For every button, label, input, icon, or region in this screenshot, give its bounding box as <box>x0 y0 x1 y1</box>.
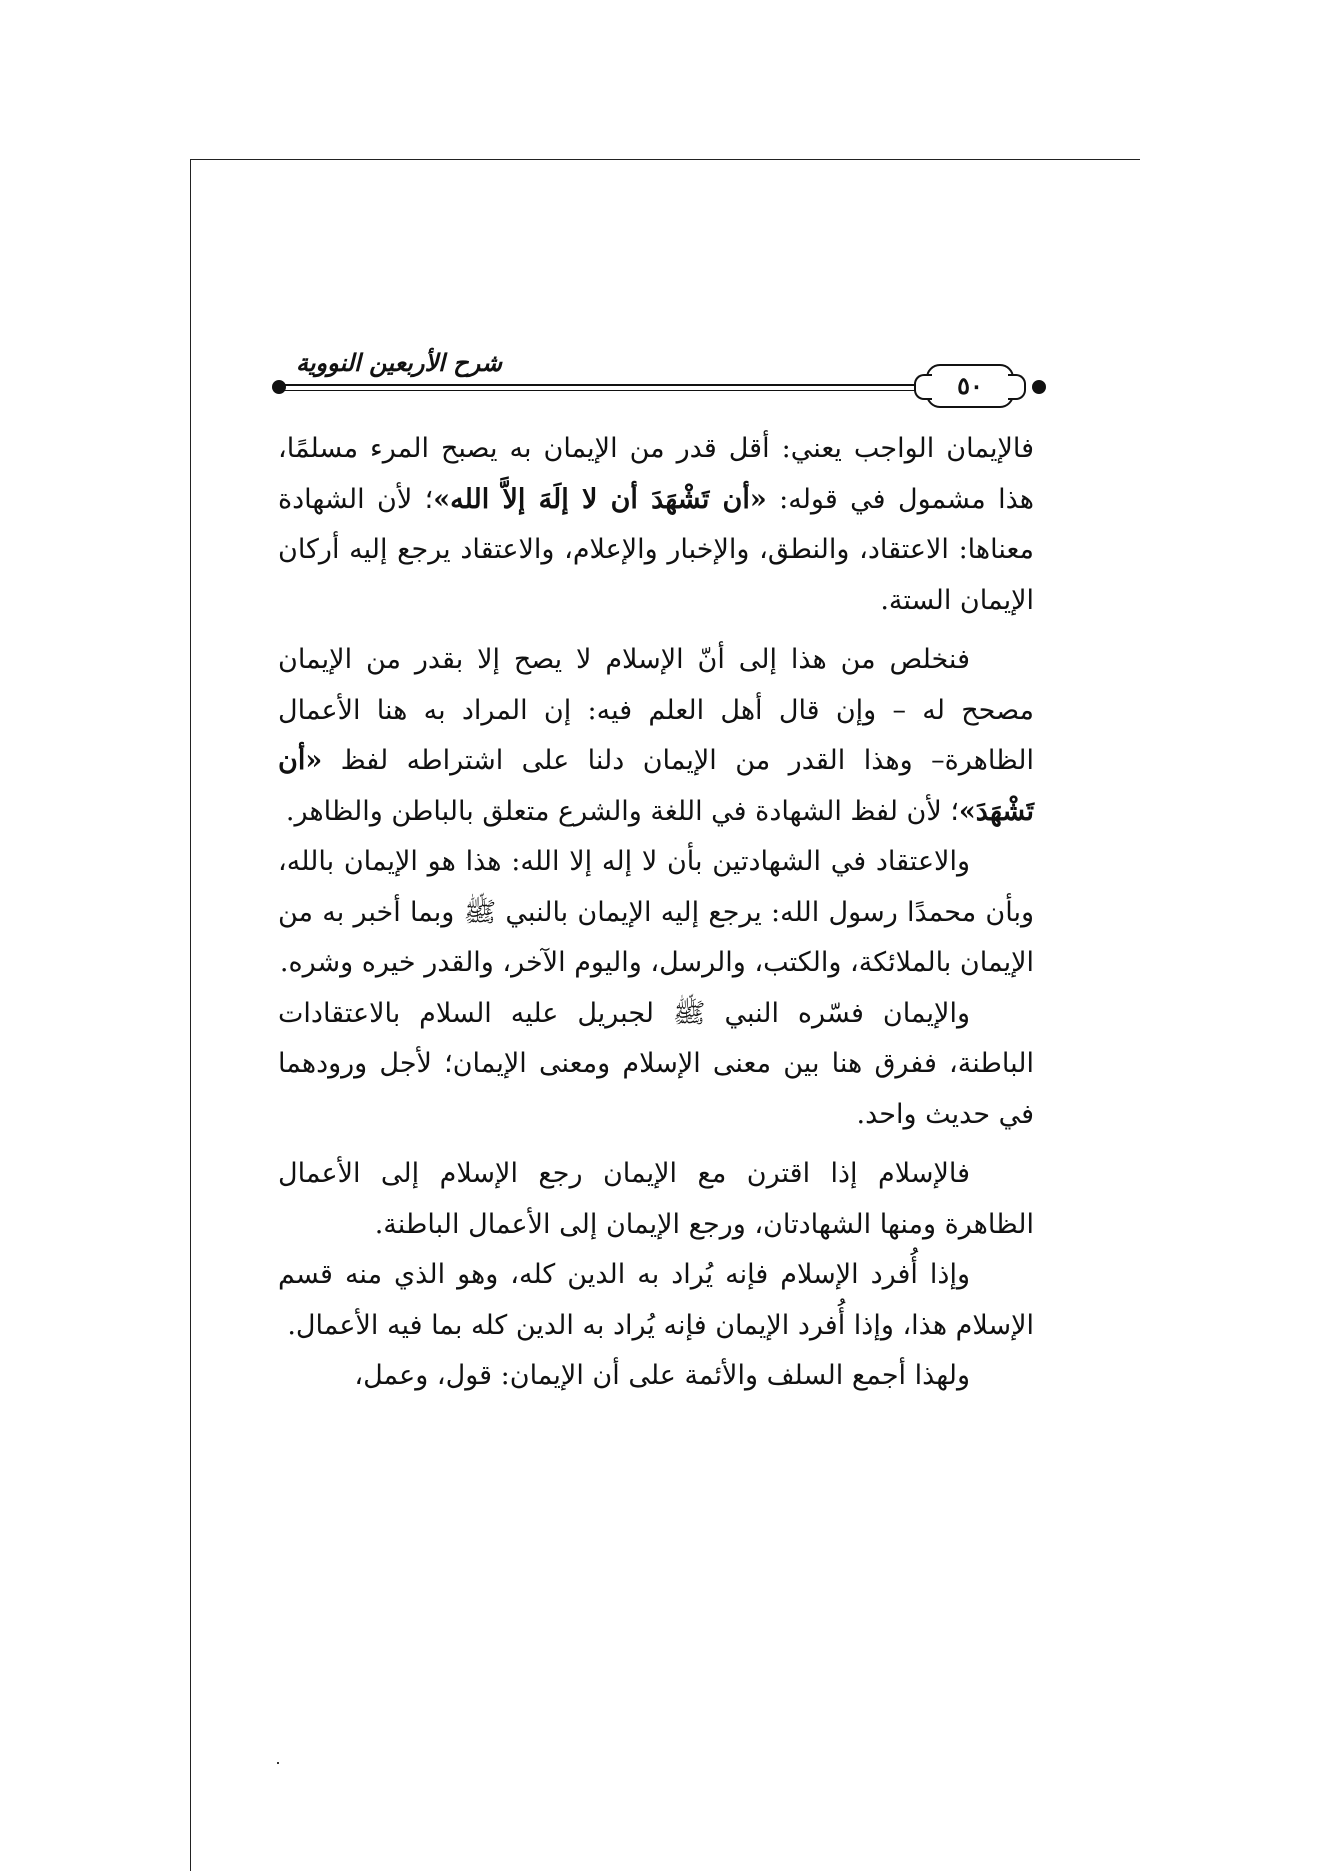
header-ornament-dot-left <box>272 380 286 394</box>
paragraph <box>278 635 1034 837</box>
paragraph <box>278 1149 1034 1250</box>
paragraph-text: فالإيمان الواجب يعني: أقل قدر من الإيمان به يصبح المرء مسلمًا، هذا مشمول في قوله: <box>278 433 1034 515</box>
hadith-quote: «أن تَشْهَدَ أن لا إلَهَ إلاَّ الله» <box>433 483 767 515</box>
crop-mark-top <box>190 159 1140 160</box>
paragraph <box>278 837 1034 989</box>
stray-mark <box>277 1762 279 1764</box>
paragraph-text: والاعتقاد في الشهادتين بأن لا إله إلا الله: هذا هو الإيمان بالله، وبأن محمدًا رسول الله: يرجع إليه الإيمان بالنبي ﷺ وبما أخبر به من الإيمان بالملائكة، والكتب، والرسل، واليوم الآخر، والقدر خيره وشره. <box>278 846 1034 978</box>
paragraph-text: والإيمان فسّره النبي ﷺ لجبريل عليه السلام بالاعتقادات الباطنة، ففرق هنا بين معنى الإسلام ومعنى الإيمان؛ لأجل ورودهما في حديث واحد. <box>278 997 1034 1130</box>
running-header-title: شرح الأربعين النووية <box>295 348 502 377</box>
header-rule <box>284 384 1022 386</box>
paragraph-text: ؛ لأن الشهادة معناها: الاعتقاد، والنطق، والإخبار والإعلام، والاعتقاد يرجع إليه أركان الإيمان الستة. <box>278 483 1034 616</box>
header-rule-thin <box>284 390 1022 391</box>
header-ornament-dot-right <box>1032 380 1046 394</box>
paragraph-text: ولهذا أجمع السلف والأئمة على أن الإيمان: قول، وعمل، <box>354 1360 970 1391</box>
page-number-cartouche: ٥٠ <box>926 364 1014 408</box>
paragraph <box>278 424 1034 626</box>
paragraph-text: وإذا أُفرد الإسلام فإنه يُراد به الدين كله، وهو الذي منه قسم الإسلام هذا، وإذا أُفرد الإيمان فإنه يُراد به الدين كله بما فيه الأعمال. <box>278 1259 1034 1341</box>
hadith-quote: «أن تَشْهَدَ» <box>278 745 1034 827</box>
crop-mark-left <box>190 159 191 1871</box>
paragraph <box>278 1351 1034 1402</box>
paragraph-text: فنخلص من هذا إلى أنّ الإسلام لا يصح إلا بقدر من الإيمان مصحح له – وإن قال أهل العلم فيه: إن المراد به هنا الأعمال الظاهرة– وهذا القدر من الإيمان دلنا على اشتراطه لفظ <box>278 644 1034 776</box>
paragraph <box>278 1250 1034 1351</box>
body-text <box>278 424 1034 1402</box>
paragraph-text: فالإسلام إذا اقترن مع الإيمان رجع الإسلام إلى الأعمال الظاهرة ومنها الشهادتان، ورجع الإيمان إلى الأعمال الباطنة. <box>278 1158 1034 1240</box>
paragraph <box>278 989 1034 1141</box>
paragraph-text: ؛ لأن لفظ الشهادة في اللغة والشرع متعلق بالباطن والظاهر. <box>285 795 959 827</box>
